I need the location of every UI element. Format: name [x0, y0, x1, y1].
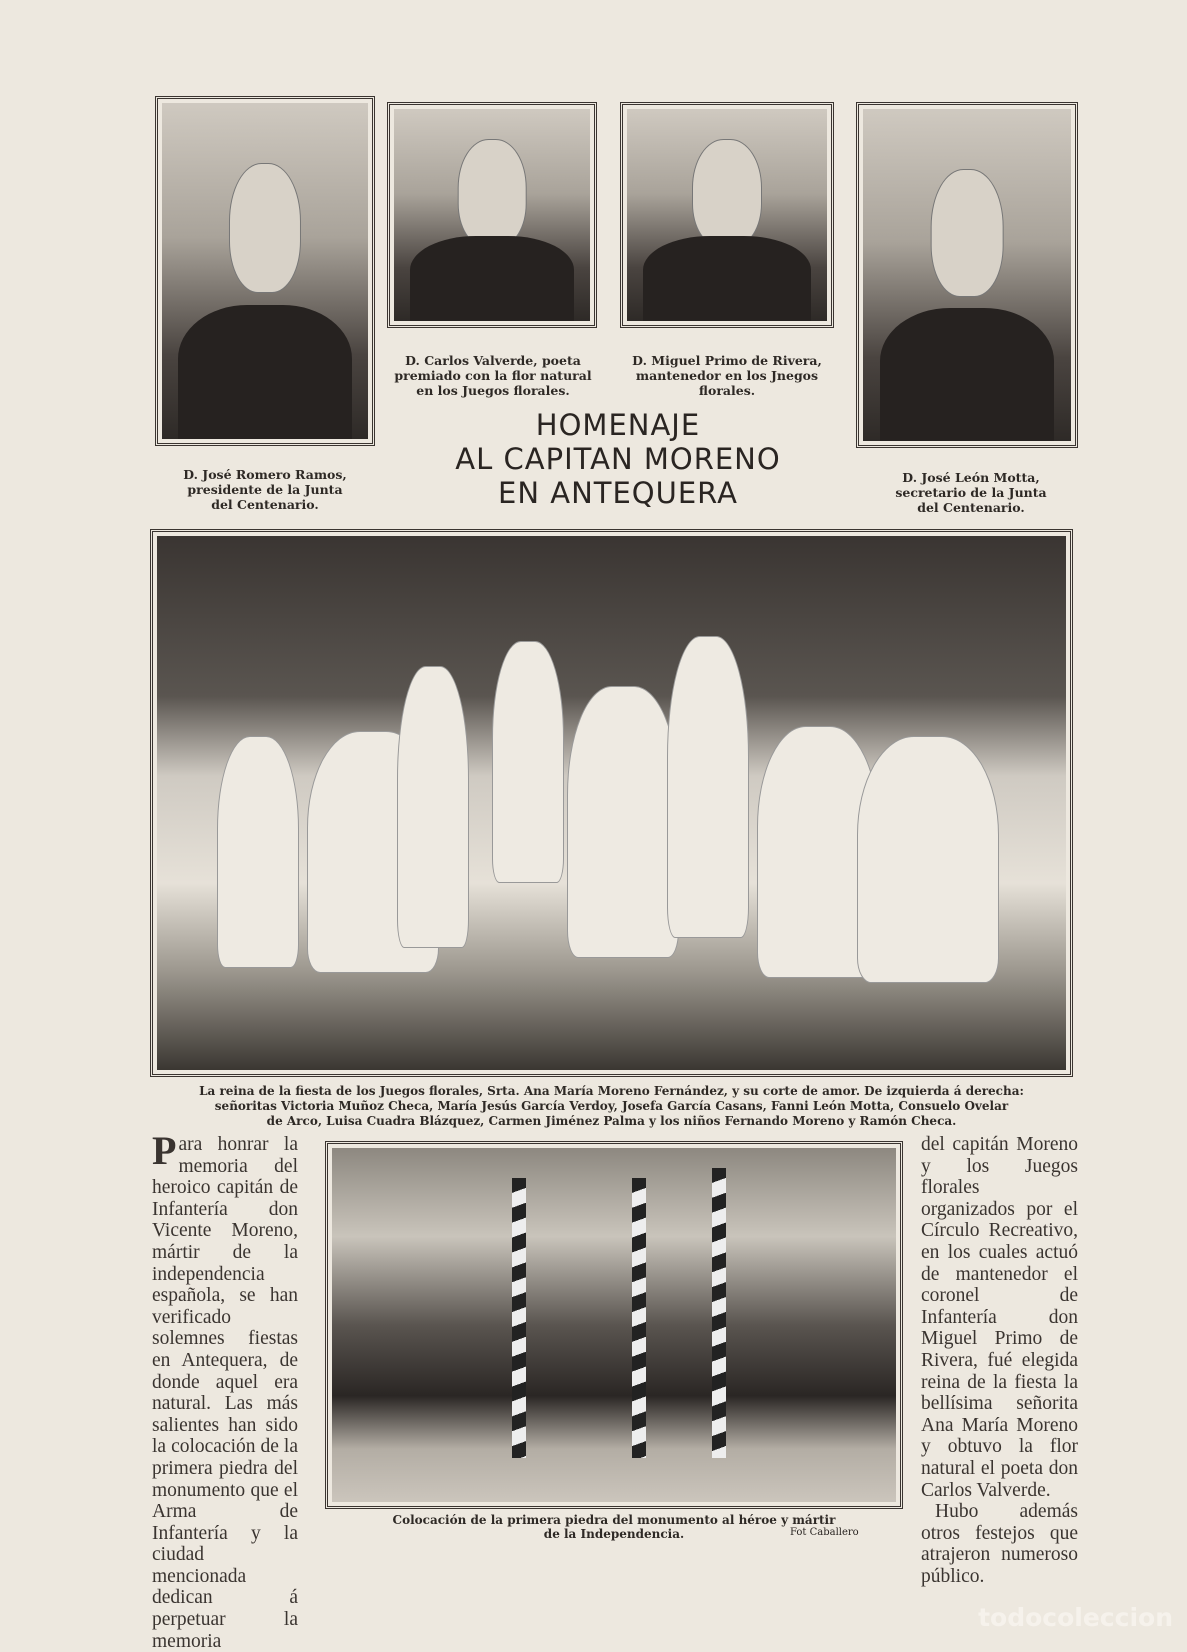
caption-line: Colocación de la primera piedra del monumento al héroe y mártir	[392, 1513, 836, 1527]
article-text: Hubo además otros festejos que atrajeron numeroso público.	[921, 1501, 1078, 1587]
caption-line: D. Miguel Primo de Rivera,	[632, 353, 822, 368]
caption-portrait-4	[856, 470, 1086, 515]
caption-portrait-2	[380, 353, 606, 398]
figure	[667, 636, 749, 938]
caption-line: florales.	[698, 383, 756, 398]
figure	[492, 641, 564, 883]
uniform	[643, 236, 811, 321]
decorated-pole	[512, 1178, 526, 1458]
figure	[857, 736, 999, 983]
caption-line: secretario de la Junta	[895, 485, 1047, 500]
figure	[397, 666, 469, 948]
suit	[880, 308, 1055, 441]
caption-portrait-3	[612, 353, 842, 398]
article-text: ara honrar la memoria del heroico capitán de Infantería don Vicente Moreno, mártir de la independencia española, se han verificado solemnes fiestas en Antequera, de donde aquel era natural. Las más salientes han sido la colocación de la primera piedra del monumento que el Arma de Infantería y la ciudad mencionada dedican á perpetuar la memoria	[152, 1134, 298, 1652]
portrait-miguel-primo-de-rivera	[620, 102, 834, 328]
caption-line: de la Independencia.	[543, 1527, 685, 1541]
caption-line: La reina de la fiesta de los Juegos florales, Srta. Ana María Moreno Fernández, y su corte de amor. De izquierda á derecha:	[199, 1084, 1024, 1098]
face	[931, 169, 1004, 297]
caption-line: premiado con la flor natural	[394, 368, 592, 383]
suit	[178, 305, 351, 439]
caption-portrait-1	[150, 467, 380, 512]
title-line: HOMENAJE	[535, 408, 701, 442]
caption-line: D. José León Motta,	[902, 470, 1040, 485]
face	[229, 163, 301, 293]
caption-line: de Arco, Luisa Cuadra Blázquez, Carmen Jiménez Palma y los niños Fernando Moreno y Ramón Checa.	[266, 1114, 957, 1128]
title-line: AL CAPITAN MORENO	[455, 442, 781, 476]
monument-ceremony-photo	[325, 1141, 903, 1509]
portrait-jose-romero-ramos	[155, 96, 375, 446]
main-group-photo	[150, 529, 1073, 1077]
drop-cap: P	[152, 1128, 177, 1173]
caption-line: D. José Romero Ramos,	[183, 467, 347, 482]
watermark: todocoleccion	[978, 1603, 1173, 1632]
title-line: EN ANTEQUERA	[498, 476, 738, 510]
photo-credit: Fot Caballero	[790, 1527, 859, 1538]
decorated-pole	[632, 1178, 646, 1458]
caption-line: presidente de la Junta	[187, 482, 343, 497]
article-left-column	[152, 1128, 298, 1652]
article-text: del capitán Moreno y los Juegos florales organizados por el Círculo Recreativo, en los cuales actuó de mantenedor el coronel de Infantería don Miguel Primo de Rivera, fué elegida reina de la fiesta la bellísima señorita Ana María Moreno y obtuvo la flor natural el poeta don Carlos Valverde.	[921, 1134, 1078, 1501]
figure	[567, 686, 679, 958]
article-right-column	[921, 1134, 1078, 1587]
caption-line: D. Carlos Valverde, poeta	[405, 353, 581, 368]
face	[458, 139, 527, 247]
main-photo-caption	[150, 1084, 1073, 1129]
portrait-jose-leon-motta	[856, 102, 1078, 448]
article-title	[418, 408, 818, 510]
suit	[410, 236, 575, 321]
decorated-pole	[712, 1168, 726, 1458]
caption-line: señoritas Victoria Muñoz Checa, María Jesús García Verdoy, Josefa García Casans, Fanni León Motta, Consuelo Ovelar	[214, 1099, 1009, 1113]
face	[692, 139, 762, 247]
caption-line: mantenedor en los Jnegos	[635, 368, 819, 383]
portrait-carlos-valverde	[387, 102, 597, 328]
figure	[217, 736, 299, 968]
caption-line: del Centenario.	[917, 500, 1025, 515]
caption-line: del Centenario.	[211, 497, 319, 512]
caption-line: en los Juegos florales.	[416, 383, 570, 398]
